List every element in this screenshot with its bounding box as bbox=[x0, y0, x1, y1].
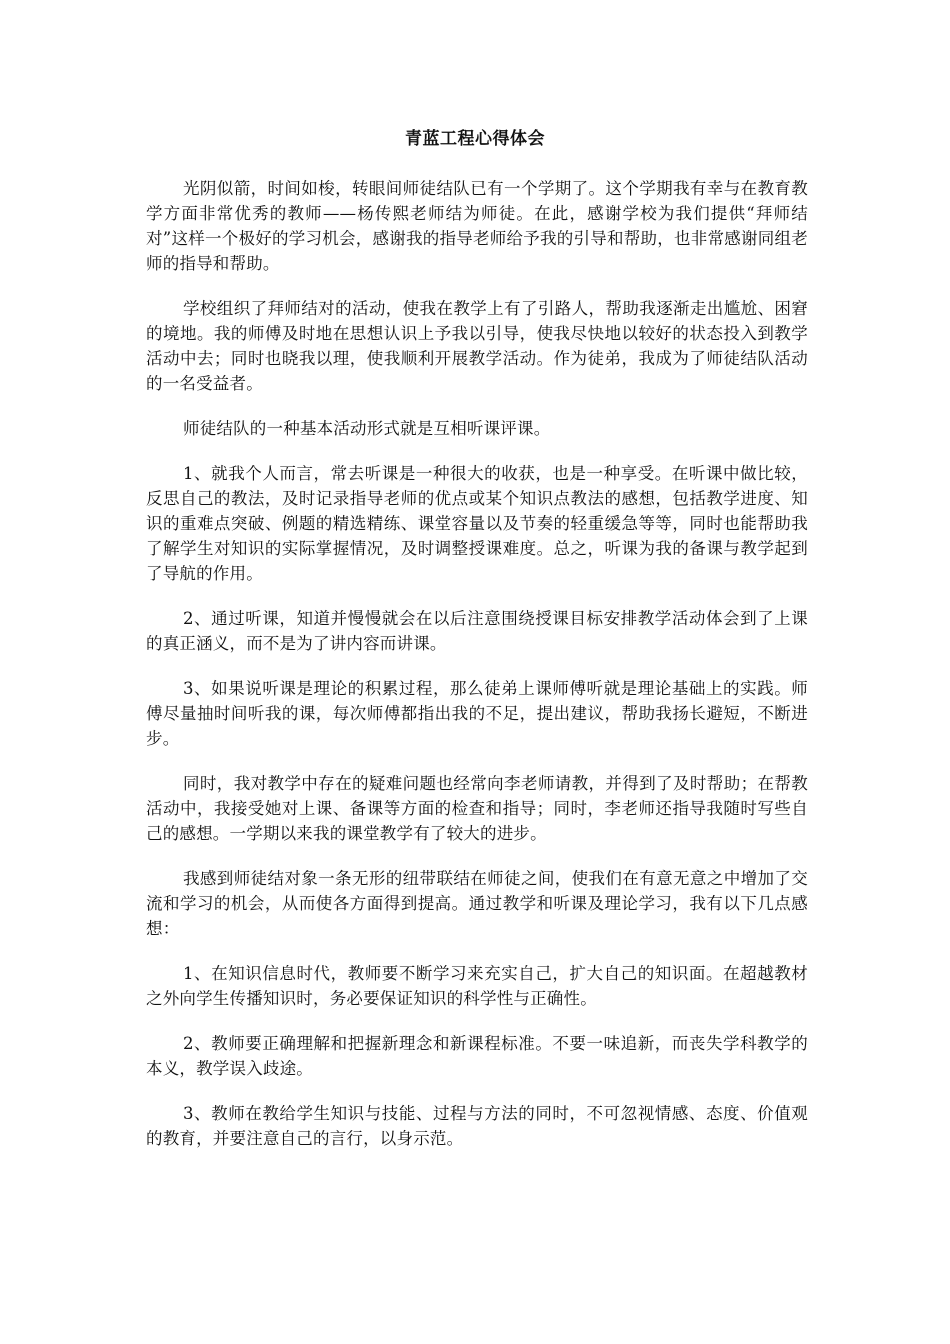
paragraph-reflection: 我感到师徒结对象一条无形的纽带联结在师徒之间，使我们在有意无意之中增加了交流和学习的机会，从而使各方面得到提高。通过教学和听课及理论学习，我有以下几点感想： bbox=[146, 869, 808, 938]
paragraph-intro: 光阴似箭，时间如梭，转眼间师徒结队已有一个学期了。这个学期我有幸与在教育教学方面非常优秀的教师——杨传熙老师结为师徒。在此，感谢学校为我们提供“拜师结对”这样一个极好的学习机会，感谢我的指导老师给予我的引导和帮助，也非常感谢同组老师的指导和帮助。 bbox=[146, 179, 808, 273]
paragraph-point-1: 1、就我个人而言，常去听课是一种很大的收获，也是一种享受。在听课中做比较，反思自己的教法，及时记录指导老师的优点或某个知识点教法的感想，包括教学进度、知识的重难点突破、例题的精选精练、课堂容量以及节奏的轻重缓急等等，同时也能帮助我了解学生对知识的实际掌握情况，及时调整授课难度。总之，听课为我的备课与教学起到了导航的作用。 bbox=[146, 464, 808, 583]
document-title: 青蓝工程心得体会 bbox=[405, 129, 545, 149]
paragraph-point-2: 2、通过听课，知道并慢慢就会在以后注意围绕授课目标安排教学活动体会到了上课的真正涵义，而不是为了讲内容而讲课。 bbox=[146, 609, 808, 653]
paragraph-pairing-activity: 学校组织了拜师结对的活动，使我在教学上有了引路人，帮助我逐渐走出尴尬、困窘的境地。我的师傅及时地在思想认识上予我以引导，使我尽快地以较好的状态投入到教学活动中去；同时也晓我以理，使我顺利开展教学活动。作为徒弟，我成为了师徒结队活动的一名受益者。 bbox=[146, 299, 808, 393]
paragraph-mentor-help: 同时，我对教学中存在的疑难问题也经常向李老师请教，并得到了及时帮助；在帮教活动中，我接受她对上课、备课等方面的检查和指导；同时，李老师还指导我随时写些自己的感想。一学期以来我的课堂教学有了较大的进步。 bbox=[146, 774, 808, 843]
paragraph-lesson-observation: 师徒结队的一种基本活动形式就是互相听课评课。 bbox=[183, 419, 551, 438]
paragraph-point-3: 3、如果说听课是理论的积累过程，那么徒弟上课师傅听就是理论基础上的实践。师傅尽量抽时间听我的课，每次师傅都指出我的不足，提出建议，帮助我扬长避短，不断进步。 bbox=[146, 679, 808, 748]
paragraph-insight-1: 1、在知识信息时代，教师要不断学习来充实自己，扩大自己的知识面。在超越教材之外向学生传播知识时，务必要保证知识的科学性与正确性。 bbox=[146, 964, 808, 1008]
paragraph-insight-2: 2、教师要正确理解和把握新理念和新课程标准。不要一味追新，而丧失学科教学的本义，教学误入歧途。 bbox=[146, 1034, 808, 1078]
document-body bbox=[146, 176, 808, 1171]
paragraph-insight-3: 3、教师在教给学生知识与技能、过程与方法的同时，不可忽视情感、态度、价值观的教育，并要注意自己的言行，以身示范。 bbox=[146, 1104, 808, 1148]
